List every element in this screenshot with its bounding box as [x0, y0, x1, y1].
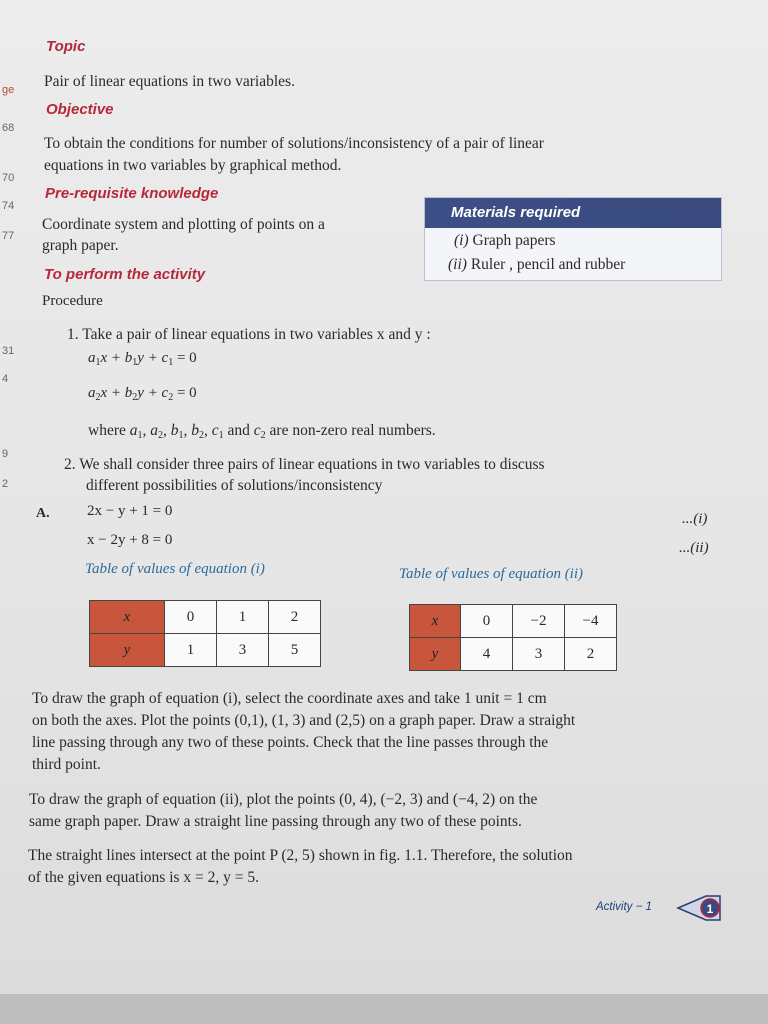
materials-item-1-number: (i) [454, 232, 469, 249]
margin-number: 9 [2, 448, 9, 460]
procedure-heading: Procedure [42, 293, 103, 309]
procedure-step-2-line-1: 2. We shall consider three pairs of linear equations in two variables to discuss [64, 456, 545, 473]
margin-number: 74 [2, 200, 15, 212]
table-cell: 1 [165, 634, 217, 667]
table-row [90, 601, 321, 634]
general-equation-1: $a_1x + b_1y + c_1 = 0$ [88, 350, 197, 368]
equation-i-reference: ...(i) [682, 511, 708, 527]
topic-heading: Topic [46, 38, 86, 55]
table-cell: 3 [513, 638, 565, 671]
topic-text: Pair of linear equations in two variables. [44, 73, 295, 90]
table-cell: x [410, 605, 461, 638]
margin-number: 77 [2, 230, 15, 242]
page-number: 1 [706, 902, 714, 916]
general-equation-2: $a_2x + b_2y + c_2 = 0$ [88, 385, 197, 403]
table-cell: 1 [217, 601, 269, 634]
margin-number: ge [2, 84, 15, 96]
values-table-equation-i [89, 600, 321, 667]
paragraph-1-line-1: To draw the graph of equation (i), select the coordinate axes and take 1 unit = 1 cm [32, 690, 547, 707]
prerequisite-line-1: Coordinate system and plotting of points on a [42, 216, 325, 233]
table-row [90, 634, 321, 667]
table-row [410, 605, 617, 638]
equation-ii: x − 2y + 8 = 0 [87, 532, 173, 548]
table-cell: 4 [461, 638, 513, 671]
desk-edge [0, 994, 768, 1024]
paragraph-2-line-2: same graph paper. Draw a straight line passing through any two of these points. [29, 813, 522, 830]
left-margin-numbers [0, 0, 24, 994]
objective-line-1: To obtain the conditions for number of solutions/inconsistency of a pair of linear [44, 135, 544, 152]
procedure-step-1: 1. Take a pair of linear equations in two variables x and y : [67, 326, 431, 343]
paragraph-1-line-2: on both the axes. Plot the points (0,1), (1, 3) and (2,5) on a graph paper. Draw a straight [32, 712, 576, 729]
section-a-label: A. [36, 506, 50, 521]
equation-i: 2x − y + 1 = 0 [87, 503, 173, 519]
paragraph-3-line-2: of the given equations is x = 2, y = 5. [28, 869, 260, 886]
materials-item-1 [454, 232, 556, 250]
table-cell: 0 [461, 605, 513, 638]
table-cell: 5 [269, 634, 321, 667]
materials-box [424, 197, 722, 281]
coefficient-condition: where $a_1$, $a_2$, $b_1$, $b_2$, $c_1$ and $c_2$ are non-zero real numbers. [88, 422, 436, 441]
paragraph-1-line-4: third point. [32, 756, 101, 773]
table-cell: x [90, 601, 165, 634]
margin-number: 68 [2, 122, 15, 134]
margin-number: 2 [2, 478, 9, 490]
table-cell: 2 [269, 601, 321, 634]
table-cell: −4 [565, 605, 617, 638]
margin-number: 70 [2, 172, 15, 184]
table-cell: 3 [217, 634, 269, 667]
prerequisite-heading: Pre-requisite knowledge [45, 185, 219, 202]
table-cell: y [410, 638, 461, 671]
values-table-equation-ii [409, 604, 617, 671]
table-1-caption: Table of values of equation (i) [85, 561, 265, 577]
margin-number: 31 [2, 345, 15, 357]
margin-number: 4 [2, 373, 9, 385]
table-2-caption: Table of values of equation (ii) [399, 566, 584, 582]
paragraph-3-line-1: The straight lines intersect at the point P (2, 5) shown in fig. 1.1. Therefore, the solution [28, 847, 573, 864]
equation-ii-reference: ...(ii) [679, 540, 709, 556]
table-cell: −2 [513, 605, 565, 638]
materials-item-2 [448, 256, 625, 274]
materials-item-2-text: Ruler , pencil and rubber [470, 256, 626, 273]
prerequisite-line-2: graph paper. [42, 237, 119, 254]
perform-activity-heading: To perform the activity [44, 266, 206, 283]
activity-footer-label: Activity − 1 [596, 901, 652, 913]
objective-heading: Objective [46, 101, 114, 118]
materials-item-1-text: Graph papers [472, 232, 556, 249]
table-cell: 2 [565, 638, 617, 671]
table-row [410, 638, 617, 671]
table-cell: y [90, 634, 165, 667]
materials-heading: Materials required [425, 198, 721, 228]
where-suffix: are non-zero real numbers. [269, 422, 436, 439]
materials-item-2-number: (ii) [448, 256, 467, 273]
paragraph-1-line-3: line passing through any two of these points. Check that the line passes through the [32, 734, 549, 751]
objective-line-2: equations in two variables by graphical method. [44, 157, 342, 174]
procedure-step-2-line-2: different possibilities of solutions/inconsistency [86, 477, 383, 494]
table-cell: 0 [165, 601, 217, 634]
page-number-badge-icon [676, 893, 724, 923]
where-prefix: where [88, 422, 126, 439]
paragraph-2-line-1: To draw the graph of equation (ii), plot the points (0, 4), (−2, 3) and (−4, 2) on the [29, 791, 538, 808]
